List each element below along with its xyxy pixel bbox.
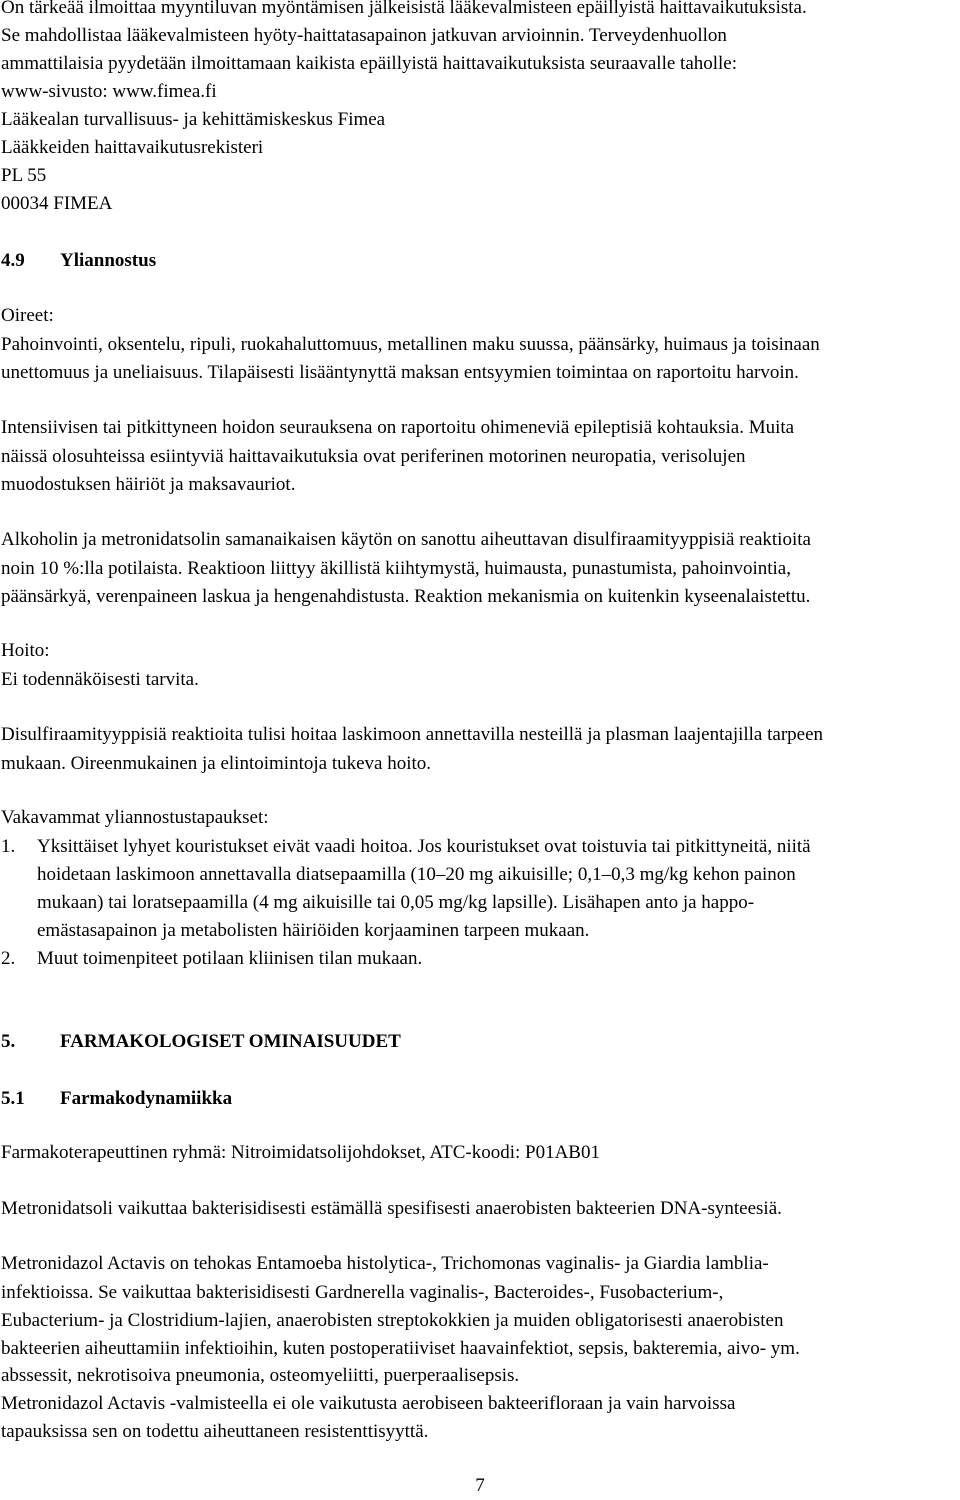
list-item-line: mukaan) tai loratsepaamilla (4 mg aikuisille tai 0,05 mg/kg lapsille). Lisähapen anto ja happo- <box>37 892 755 913</box>
paragraph-line: tapauksissa sen on todettu aiheuttaneen resistenttisyyttä. <box>1 1421 429 1442</box>
fimea-po-box: PL 55 <box>1 165 47 186</box>
section-title: Yliannostus <box>60 250 157 271</box>
paragraph-line: Metronidatsoli vaikuttaa bakterisidisesti estämällä spesifisesti anaerobisten bakteerien DNA-synteesiä. <box>1 1198 782 1219</box>
paragraph-line: Ei todennäköisesti tarvita. <box>1 669 199 690</box>
list-number: 1. <box>1 836 16 857</box>
paragraph-line: Eubacterium- ja Clostridium-lajien, anaerobisten streptokokkien ja muiden obligatorisesti anaerobisten <box>1 1310 784 1331</box>
report-intro-line: ammattilaisia pyydetään ilmoittamaan kaikista epäillyistä haittavaikutuksista seuraavalle taholle: <box>1 53 738 74</box>
paragraph-line: noin 10 %:lla potilaista. Reaktioon liittyy äkillistä kiihtymystä, huimausta, punastumista, pahoinvointia, <box>1 558 791 579</box>
paragraph-line: päänsärkyä, verenpaineen laskua ja hengenahdistusta. Reaktion mekanismia on kuitenkin kyseenalaistettu. <box>1 586 811 607</box>
fimea-postal-code: 00034 FIMEA <box>1 193 113 214</box>
fimea-registry: Lääkkeiden haittavaikutusrekisteri <box>1 137 264 158</box>
paragraph-line: abssessit, nekrotisoiva pneumonia, osteomyeliitti, puerperaalisepsis. <box>1 1365 520 1386</box>
fimea-website: www-sivusto: www.fimea.fi <box>1 81 217 102</box>
page-number: 7 <box>475 1475 485 1496</box>
list-number: 2. <box>1 948 16 969</box>
paragraph-line: Intensiivisen tai pitkittyneen hoidon seurauksena on raportoitu ohimeneviä epileptisiä kohtauksia. Muita <box>1 417 795 438</box>
section-number: 5. <box>1 1031 16 1052</box>
paragraph-line: Metronidazol Actavis on tehokas Entamoeba histolytica-, Trichomonas vaginalis- ja Giardia lamblia- <box>1 1253 769 1274</box>
symptoms-label: Oireet: <box>1 305 54 326</box>
paragraph-line: näissä olosuhteissa esiintyviä haittavaikutuksia ovat periferinen motorinen neuropatia, verisolujen <box>1 446 746 467</box>
paragraph-line: bakteerien aiheuttamiin infektioihin, kuten postoperatiiviset haavainfektiot, sepsis, bakteremia, aivo- ym. <box>1 1338 800 1359</box>
report-intro-line: Se mahdollistaa lääkevalmisteen hyöty-haittatasapainon jatkuvan arvioinnin. Terveydenhuollon <box>1 25 727 46</box>
paragraph-line: Farmakoterapeuttinen ryhmä: Nitroimidatsolijohdokset, ATC-koodi: P01AB01 <box>1 1142 600 1163</box>
paragraph-line: Alkoholin ja metronidatsolin samanaikaisen käytön on sanottu aiheuttavan disulfiraamityyppisiä reaktioita <box>1 529 811 550</box>
paragraph-line: Pahoinvointi, oksentelu, ripuli, ruokahaluttomuus, metallinen maku suussa, päänsärky, huimaus ja toisinaan <box>1 334 820 355</box>
list-item-line: hoidetaan laskimoon annettavalla diatsepaamilla (10–20 mg aikuisille; 0,1–0,3 mg/kg kehon painon <box>37 864 796 885</box>
list-item-line: Muut toimenpiteet potilaan kliinisen tilan mukaan. <box>37 948 423 969</box>
list-item-line: Yksittäiset lyhyet kouristukset eivät vaadi hoitoa. Jos kouristukset ovat toistuvia tai pitkittyneitä, niitä <box>37 836 811 857</box>
severe-cases-label: Vakavammat yliannostustapaukset: <box>1 807 269 828</box>
paragraph-line: infektioissa. Se vaikuttaa bakterisidisesti Gardnerella vaginalis-, Bacteroides-, Fusobacterium-, <box>1 1282 724 1303</box>
paragraph-line: muodostuksen häiriöt ja maksavauriot. <box>1 474 296 495</box>
section-title: Farmakodynamiikka <box>60 1088 233 1109</box>
treatment-label: Hoito: <box>1 640 50 661</box>
paragraph-line: Metronidazol Actavis -valmisteella ei ole vaikutusta aerobiseen bakteerifloraan ja vain harvoissa <box>1 1393 736 1414</box>
list-item-line: emästasapainon ja metabolisten häiriöiden korjaaminen tarpeen mukaan. <box>37 920 590 941</box>
fimea-name: Lääkealan turvallisuus- ja kehittämiskeskus Fimea <box>1 109 386 130</box>
section-number: 5.1 <box>1 1088 25 1109</box>
paragraph-line: mukaan. Oireenmukainen ja elintoimintoja tukeva hoito. <box>1 753 432 774</box>
section-number: 4.9 <box>1 250 25 271</box>
paragraph-line: unettomuus ja uneliaisuus. Tilapäisesti lisääntynyttä maksan entsyymien toimintaa on raportoitu harvoin. <box>1 362 799 383</box>
section-title: FARMAKOLOGISET OMINAISUUDET <box>60 1031 401 1052</box>
paragraph-line: Disulfiraamityyppisiä reaktioita tulisi hoitaa laskimoon annettavilla nesteillä ja plasman laajentajilla tarpeen <box>1 724 824 745</box>
report-intro-line: On tärkeää ilmoittaa myyntiluvan myöntämisen jälkeisistä lääkevalmisteen epäillyistä haittavaikutuksista. <box>1 0 807 18</box>
